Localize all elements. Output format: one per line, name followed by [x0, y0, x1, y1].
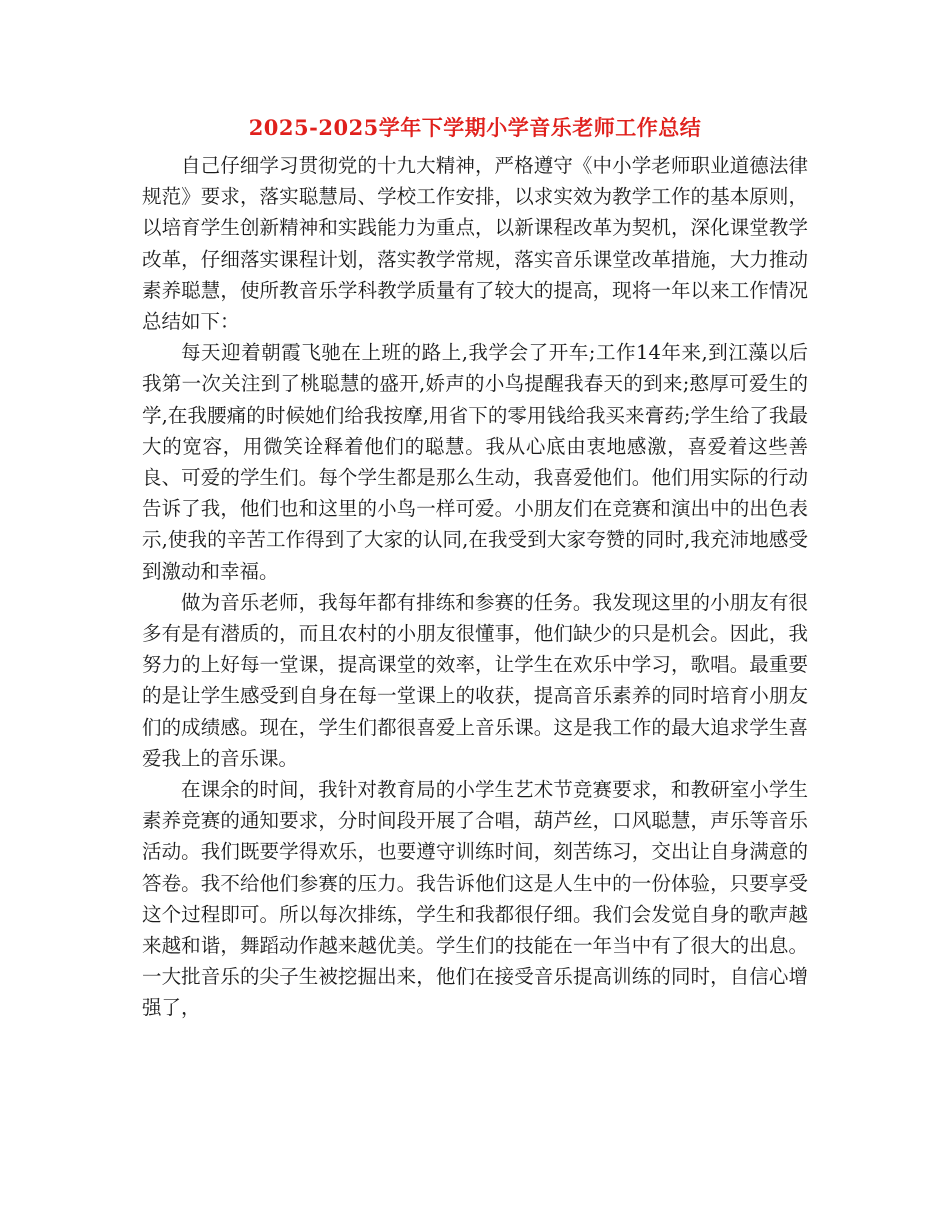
document-body — [142, 150, 808, 1024]
document-title: 2025-2025学年下学期小学音乐老师工作总结 — [248, 115, 702, 140]
paragraph-teaching: 做为音乐老师，我每年都有排练和参赛的任务。我发现这里的小朋友有很多有是有潜质的，而且农村的小朋友很懂事，他们缺少的只是机会。因此，我努力的上好每一堂课，提高课堂的效率，让学生在欢乐中学习，歌唱。最重要的是让学生感受到自身在每一堂课上的收获，提高音乐素养的同时培育小朋友们的成绩感。现在，学生们都很喜爱上音乐课。这是我工作的最大追求学生喜爱我上的音乐课。 — [142, 590, 808, 770]
paragraph-activities: 在课余的时间，我针对教育局的小学生艺术节竞赛要求，和教研室小学生素养竞赛的通知要求，分时间段开展了合唱，葫芦丝，口风聪慧，声乐等音乐活动。我们既要学得欢乐，也要遵守训练时间，刻苦练习，交出让自身满意的答卷。我不给他们参赛的压力。我告诉他们这是人生中的一份体验，只要享受这个过程即可。所以每次排练，学生和我都很仔细。我们会发觉自身的歌声越来越和谐，舞蹈动作越来越优美。学生们的技能在一年当中有了很大的出息。一大批音乐的尖子生被挖掘出来，他们在接受音乐提高训练的同时，自信心增强了， — [142, 778, 808, 1020]
paragraph-daily-life: 每天迎着朝霞飞驰在上班的路上,我学会了开车;工作14年来,到江藻以后我第一次关注到了桃聪慧的盛开,娇声的小鸟提醒我春天的到来;憨厚可爱生的学,在我腰痛的时候她们给我按摩,用省下的零用钱给我买来膏药;学生给了我最大的宽容，用微笑诠释着他们的聪慧。我从心底由衷地感激，喜爱着这些善良、可爱的学生们。每个学生都是那么生动，我喜爱他们。他们用实际的行动告诉了我，他们也和这里的小鸟一样可爱。小朋友们在竞赛和演出中的出色表示,使我的辛苦工作得到了大家的认同,在我受到大家夸赞的同时,我充沛地感受到激动和幸福。 — [142, 341, 808, 583]
paragraph-intro: 自己仔细学习贯彻党的十九大精神，严格遵守《中小学老师职业道德法律规范》要求，落实聪慧局、学校工作安排，以求实效为教学工作的基本原则，以培育学生创新精神和实践能力为重点，以新课程改革为契机，深化课堂教学改革，仔细落实课程计划，落实教学常规，落实音乐课堂改革措施，大力推动素养聪慧，使所教音乐学科教学质量有了较大的提高，现将一年以来工作情况总结如下： — [142, 154, 808, 334]
